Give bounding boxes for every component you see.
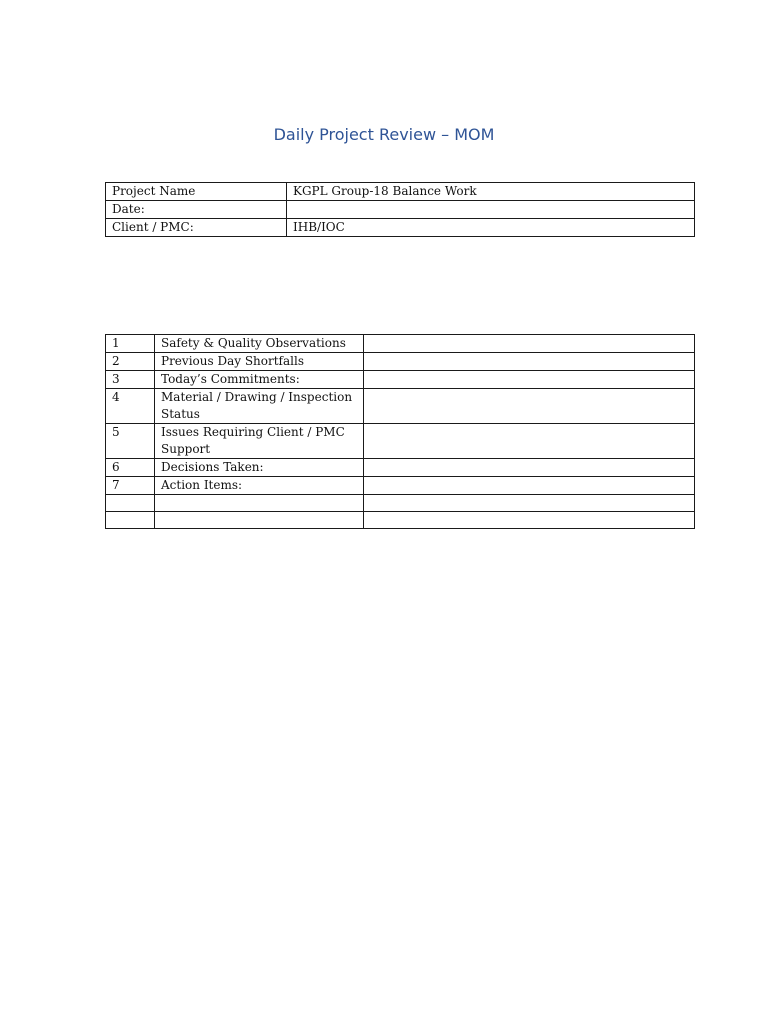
project-name-value: KGPL Group-18 Balance Work (287, 183, 695, 201)
agenda-item: Safety & Quality Observations (155, 335, 364, 353)
agenda-notes (364, 459, 695, 477)
agenda-number (106, 512, 155, 529)
agenda-notes (364, 335, 695, 353)
table-row (106, 424, 695, 459)
client-pmc-value: IHB/IOC (287, 219, 695, 237)
agenda-item (155, 495, 364, 512)
table-row (106, 371, 695, 389)
table-row (106, 459, 695, 477)
agenda-notes (364, 424, 695, 459)
table-row (106, 335, 695, 353)
project-info-table (105, 182, 695, 237)
document-title: Daily Project Review – MOM (273, 125, 495, 144)
agenda-item: Action Items: (155, 477, 364, 495)
agenda-notes (364, 371, 695, 389)
agenda-notes (364, 389, 695, 424)
agenda-number: 3 (106, 371, 155, 389)
table-row (106, 477, 695, 495)
agenda-notes (364, 495, 695, 512)
date-value (287, 201, 695, 219)
agenda-item: Previous Day Shortfalls (155, 353, 364, 371)
table-row (106, 201, 695, 219)
client-pmc-label: Client / PMC: (106, 219, 287, 237)
agenda-number: 5 (106, 424, 155, 459)
agenda-notes (364, 477, 695, 495)
agenda-number (106, 495, 155, 512)
agenda-number: 1 (106, 335, 155, 353)
agenda-number: 7 (106, 477, 155, 495)
agenda-item: Material / Drawing / Inspection Status (155, 389, 364, 424)
agenda-item: Issues Requiring Client / PMC Support (155, 424, 364, 459)
table-row (106, 389, 695, 424)
table-row (106, 219, 695, 237)
agenda-item (155, 512, 364, 529)
table-row (106, 512, 695, 529)
agenda-item: Today’s Commitments: (155, 371, 364, 389)
agenda-table (105, 334, 695, 529)
table-row (106, 495, 695, 512)
agenda-number: 4 (106, 389, 155, 424)
table-row (106, 353, 695, 371)
agenda-number: 2 (106, 353, 155, 371)
date-label: Date: (106, 201, 287, 219)
agenda-item: Decisions Taken: (155, 459, 364, 477)
table-row (106, 183, 695, 201)
agenda-notes (364, 512, 695, 529)
agenda-notes (364, 353, 695, 371)
project-name-label: Project Name (106, 183, 287, 201)
agenda-number: 6 (106, 459, 155, 477)
